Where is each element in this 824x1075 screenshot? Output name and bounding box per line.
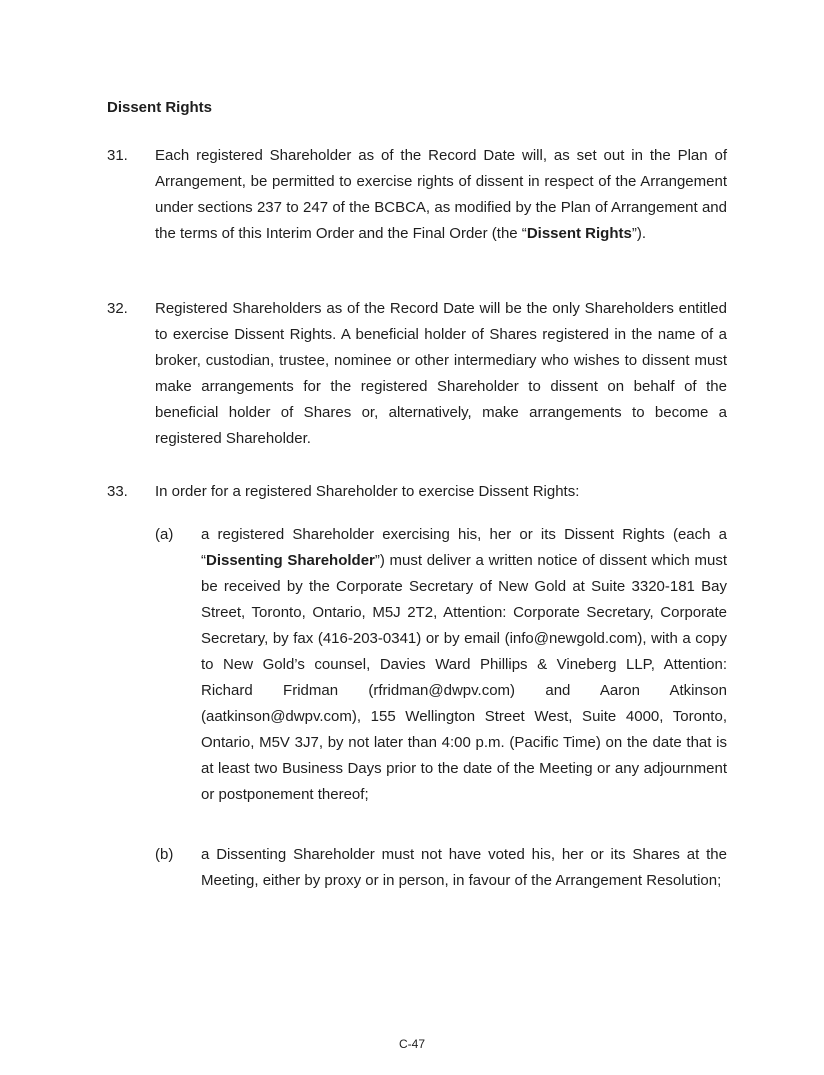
paragraph-text: Each registered Shareholder as of the Record Date will, as set out in the Plan of Arrangement, be permitted to exercise rights of dissent in respect of the Arrangement under sections 237 to 247 of the BCBCA, as modified by the Plan of Arrangement and the terms of this Interim Order and the Final Order (the “ [155, 147, 727, 242]
paragraph-number: 32. [107, 300, 128, 317]
subparagraph-label: (b) [155, 846, 174, 863]
subparagraph-body: a Dissenting Shareholder must not have voted his, her or its Shares at the Meeting, either by proxy or in person, in favour of the Arrangement Resolution; [201, 846, 727, 889]
page-number: C-47 [398, 1037, 425, 1051]
paragraph-body: Registered Shareholders as of the Record Date will be the only Shareholders entitled to exercise Dissent Rights. A beneficial holder of Shares registered in the name of a broker, custodian, trustee, nominee or other intermediary who wishes to dissent must make arrangements for the registered Shareholder to dissent on behalf of the beneficial holder of Shares or, alternatively, make arrangements to become a registered Shareholder. [155, 300, 727, 447]
paragraph-number: 33. [107, 483, 128, 500]
subparagraph-text: ”) must deliver a written notice of dissent which must be received by the Corporate Secretary of New Gold at Suite 3320-181 Bay Street, Toronto, Ontario, M5J 2T2, Attention: Corporate Secretary, Corporate Secretary, by fax (416-203-0341) or by email (info@newgold.com), with a copy to New Gold’s counsel, Davies Ward Phillips & Vineberg LLP, Attention: Richard Fridman (rfridman@dwpv.com) and Aaron Atkinson (aatkinson@dwpv.com), 155 Wellington Street West, Suite 4000, Toronto, Ontario, M5V 3J7, by not later than 4:00 p.m. (Pacific Time) on the date that is at least two Business Days prior to the date of the Meeting or any adjournment or postponement thereof; [201, 552, 727, 803]
subparagraph-text: a registered Shareholder exercising his, her or its Dissent Rights (each a “ [201, 526, 727, 569]
paragraph-body [155, 143, 727, 247]
subparagraph-body [201, 522, 727, 808]
paragraph-number: 31. [107, 147, 128, 164]
defined-term: Dissenting Shareholder [206, 552, 375, 569]
paragraph-text: ”). [631, 225, 646, 242]
subparagraph-label: (a) [155, 526, 174, 543]
section-heading: Dissent Rights [107, 99, 213, 116]
defined-term: Dissent Rights [526, 225, 632, 242]
paragraph-body: In order for a registered Shareholder to exercise Dissent Rights: [155, 483, 580, 500]
